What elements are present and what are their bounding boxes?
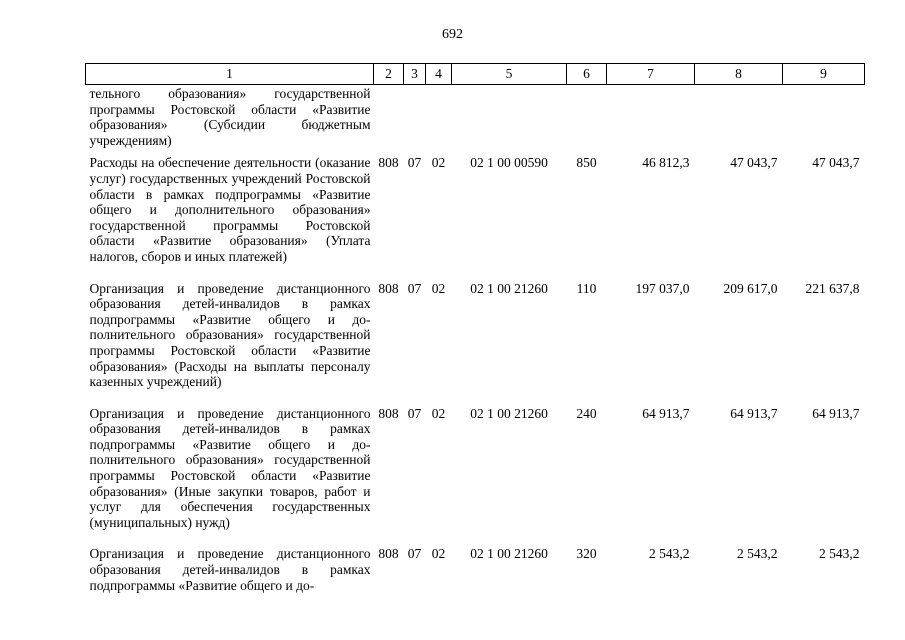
row-expense-type: [567, 85, 607, 149]
row-amount-year-3: 2 543,2: [819, 546, 860, 562]
row-section-code: 07: [407, 546, 422, 562]
row-subsection-code: [426, 85, 452, 149]
column-header-7: 7: [607, 64, 695, 85]
row-description: Организация и проведение дистанционного образования детей-инвалидов в рамках подпрограммы «Развитие общего и до-: [89, 546, 371, 593]
column-header-5: 5: [452, 64, 567, 85]
row-subsection-code: 02: [431, 546, 446, 562]
row-amount-year-2: 64 913,7: [730, 405, 778, 421]
row-amount-year-1: 46 812,3: [642, 155, 690, 171]
row-ministry-code: 808: [378, 280, 399, 296]
row-amount-year-1: 197 037,0: [635, 280, 690, 296]
column-header-9: 9: [783, 64, 865, 85]
row-amount-year-3: 221 637,8: [805, 280, 860, 296]
column-number-row: [86, 64, 865, 85]
row-amount-year-3: [783, 85, 865, 149]
row-ministry-code: 808: [378, 546, 399, 562]
row-expense-type: 110: [576, 280, 597, 296]
row-ministry-code: 808: [378, 155, 399, 171]
row-subsection-code: 02: [431, 155, 446, 171]
column-header-1: 1: [86, 64, 374, 85]
row-target-code: 02 1 00 21260: [470, 405, 548, 421]
row-ministry-code: [374, 85, 404, 149]
row-amount-year-2: 209 617,0: [723, 280, 778, 296]
row-description: Организация и проведение дистанционного образования детей-инвалидов в рамках подпрограммы «Развитие общего и дополнительного образования» государственной программы Ростовской области «Развитие образования» (Иные закупки товаров, работ и услуг для обеспечения государственных (муниципальных) нужд): [89, 405, 371, 530]
row-section-code: 07: [407, 405, 422, 421]
column-header-8: 8: [695, 64, 783, 85]
row-target-code: [452, 85, 567, 149]
row-amount-year-1: [607, 85, 695, 149]
row-target-code: 02 1 00 21260: [470, 546, 548, 562]
row-target-code: 02 1 00 00590: [470, 155, 548, 171]
table-row: [86, 539, 865, 602]
row-amount-year-2: 2 543,2: [737, 546, 778, 562]
budget-table: [85, 63, 865, 602]
column-header-2: 2: [374, 64, 404, 85]
page-number: 692: [442, 27, 463, 42]
row-amount-year-2: [695, 85, 783, 149]
row-section-code: 07: [407, 280, 422, 296]
table-row: [86, 85, 865, 149]
row-description: тельного образования» государственной программы Ростовской области «Развитие образования» (Субсидии бюджетным учреждениям): [89, 86, 371, 148]
row-target-code: 02 1 00 21260: [470, 280, 548, 296]
row-amount-year-1: 64 913,7: [642, 405, 690, 421]
table-row: [86, 148, 865, 273]
row-expense-type: 320: [576, 546, 597, 562]
row-expense-type: 850: [576, 155, 597, 171]
row-amount-year-3: 64 913,7: [812, 405, 860, 421]
table-row: [86, 399, 865, 540]
row-description: Организация и проведение дистанционного образования детей-инвалидов в рамках подпрограммы «Развитие общего и дополнительного образования» государственной программы Ростовской области «Развитие образования» (Расходы на выплаты персоналу казенных учреждений): [89, 280, 371, 390]
row-amount-year-3: 47 043,7: [812, 155, 860, 171]
row-amount-year-1: 2 543,2: [649, 546, 690, 562]
row-amount-year-2: 47 043,7: [730, 155, 778, 171]
column-header-4: 4: [426, 64, 452, 85]
row-section-code: [404, 85, 426, 149]
row-subsection-code: 02: [431, 405, 446, 421]
row-expense-type: 240: [576, 405, 597, 421]
column-header-6: 6: [567, 64, 607, 85]
column-header-3: 3: [404, 64, 426, 85]
table-row: [86, 274, 865, 399]
row-section-code: 07: [407, 155, 422, 171]
row-subsection-code: 02: [431, 280, 446, 296]
row-description: Расходы на обеспечение деятельности (оказание услуг) государственных учреждений Ростовской области в рамках подпрограммы «Развитие общего и дополнительного образования» государственной программы Ростовской области «Развитие образования» (Уплата налогов, сборов и иных платежей): [89, 155, 371, 264]
row-ministry-code: 808: [378, 405, 399, 421]
